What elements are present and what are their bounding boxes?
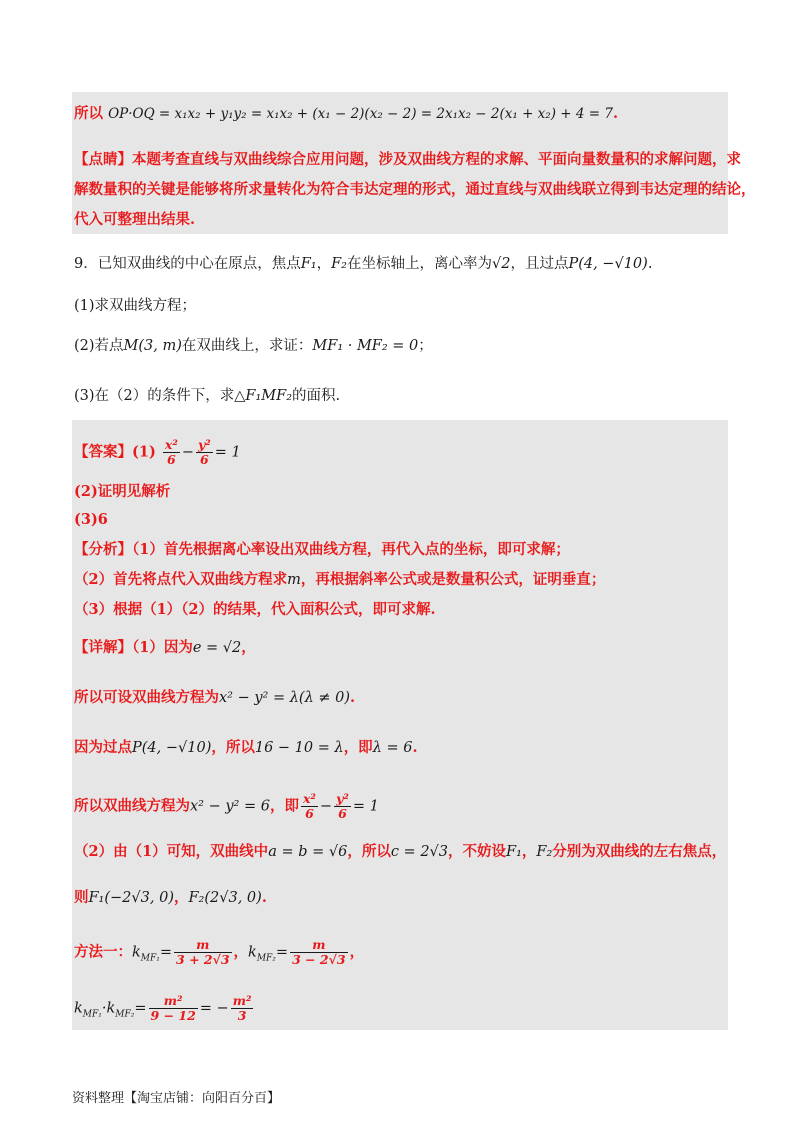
detail-line-4 bbox=[74, 792, 379, 821]
text: 所以可设双曲线方程为 bbox=[74, 689, 219, 706]
text: ， bbox=[316, 256, 332, 272]
numerator: m bbox=[174, 938, 232, 953]
math: = 1 bbox=[214, 444, 241, 461]
answer-3: (3)6 bbox=[74, 511, 108, 528]
math: k bbox=[74, 1000, 83, 1017]
fraction bbox=[290, 938, 348, 967]
text: . bbox=[647, 256, 653, 272]
answer-1 bbox=[74, 438, 241, 467]
dianjing-line-1: 【点睛】本题考查直线与双曲线综合应用问题，涉及双曲线方程的求解、平面向量数量积的求解问题，求 bbox=[74, 151, 741, 168]
fraction bbox=[163, 438, 180, 467]
text: ， bbox=[173, 889, 189, 906]
subscript: MF₁ bbox=[140, 953, 160, 964]
detail-line-3 bbox=[74, 738, 418, 758]
text: 【详解】（1）因为 bbox=[74, 639, 193, 656]
numerator: m² bbox=[232, 993, 252, 1008]
math: e = √2 bbox=[192, 640, 242, 656]
text: . bbox=[412, 739, 418, 756]
text: 在坐标轴上，离心率为 bbox=[346, 256, 492, 272]
question-1: (1)求双曲线方程； bbox=[74, 298, 197, 314]
equation: OP·OQ = x₁x₂ + y₁y₂ = x₁x₂ + (x₁ − 2)(x₂ − 2) = 2x₁x₂ − 2(x₁ + x₂) + 4 = 7 bbox=[108, 106, 613, 122]
math: x² − y² = 6 bbox=[190, 798, 270, 815]
math: = bbox=[134, 1000, 147, 1017]
analysis-line-2 bbox=[74, 570, 605, 590]
numerator: y² bbox=[336, 791, 349, 806]
text: ，所以 bbox=[211, 739, 255, 756]
math: = 1 bbox=[352, 798, 379, 815]
math: = − bbox=[199, 1000, 229, 1017]
text: . bbox=[350, 689, 356, 706]
denominator: 6 bbox=[338, 806, 347, 821]
text: 9．已知双曲线的中心在原点，焦点 bbox=[74, 256, 301, 272]
analysis-line-1: 【分析】（1）首先根据离心率设出双曲线方程，再代入点的坐标，即可求解； bbox=[74, 541, 570, 558]
text: 在双曲线上，求证： bbox=[181, 338, 313, 354]
math: △F₁MF₂ bbox=[234, 388, 293, 404]
denominator: 6 bbox=[305, 806, 314, 821]
math: = bbox=[159, 944, 173, 961]
detail-line-2 bbox=[74, 688, 355, 708]
subscript: MF₂ bbox=[256, 953, 276, 964]
fraction bbox=[149, 994, 198, 1023]
question-3 bbox=[74, 386, 340, 406]
text: ，再根据斜率公式或是数量积公式，证明垂直； bbox=[300, 571, 606, 588]
denominator: 3 − 2√3 bbox=[292, 952, 346, 967]
text: . bbox=[612, 105, 619, 122]
question-2 bbox=[74, 336, 433, 356]
problem-stem bbox=[74, 254, 652, 274]
answer-label: 【答案】(1) bbox=[74, 443, 156, 461]
math: P(4, −√10) bbox=[132, 740, 212, 756]
math: M(3, m) bbox=[123, 338, 182, 354]
dianjing-line-3: 代入可整理出结果. bbox=[74, 211, 196, 228]
text: 方法一： bbox=[74, 943, 132, 961]
text: ，所以 bbox=[347, 843, 391, 860]
numerator: m² bbox=[149, 994, 198, 1009]
denominator: 3 + 2√3 bbox=[176, 952, 230, 967]
text: 因为过点 bbox=[74, 739, 132, 756]
math: F₁(−2√3, 0) bbox=[88, 890, 174, 906]
denominator: 3 bbox=[237, 1008, 247, 1023]
text: ，不妨设 bbox=[448, 843, 507, 860]
math: F₁ bbox=[300, 256, 317, 272]
math: k bbox=[248, 944, 257, 961]
text: ，即 bbox=[343, 739, 373, 756]
detail-line-6 bbox=[74, 888, 267, 908]
math: F₁ bbox=[506, 844, 522, 860]
text: . bbox=[261, 889, 267, 906]
numerator: m bbox=[290, 938, 348, 953]
math: 16 − 10 = λ bbox=[254, 740, 344, 756]
math: x² − y² = λ(λ ≠ 0) bbox=[219, 690, 351, 706]
math: a = b = √6 bbox=[268, 844, 348, 860]
numerator: x² bbox=[302, 791, 316, 806]
text: (2)若点 bbox=[74, 338, 124, 354]
fraction bbox=[334, 792, 351, 821]
text: 所以双曲线方程为 bbox=[74, 797, 190, 815]
text: (3)在（2）的条件下，求 bbox=[74, 388, 235, 404]
math: MF₁ · MF₂ = 0 bbox=[312, 338, 419, 354]
text: ， bbox=[349, 943, 365, 961]
math: √2 bbox=[491, 256, 511, 272]
math: = bbox=[275, 944, 289, 961]
fraction bbox=[174, 938, 232, 967]
math: F₂ bbox=[331, 256, 347, 272]
numerator: x² bbox=[164, 437, 178, 452]
text: 的面积. bbox=[292, 388, 341, 404]
analysis-line-3: （3）根据（1）（2）的结果，代入面积公式，即可求解. bbox=[74, 601, 436, 618]
text: 则 bbox=[74, 889, 89, 906]
text: ， bbox=[521, 843, 537, 860]
fraction bbox=[196, 438, 213, 467]
page-footer: 资料整理【淘宝店铺：向阳百分百】 bbox=[72, 1091, 281, 1106]
fraction bbox=[231, 994, 254, 1023]
text: （2）首先将点代入双曲线方程求 bbox=[74, 571, 288, 588]
math: k bbox=[132, 944, 141, 961]
fraction bbox=[301, 792, 318, 821]
subscript: MF₂ bbox=[115, 1009, 135, 1020]
subscript: MF₁ bbox=[82, 1009, 102, 1020]
detail-line-7 bbox=[74, 938, 364, 968]
math: c = 2√3 bbox=[390, 844, 449, 860]
math: λ = 6 bbox=[372, 740, 413, 756]
math: − bbox=[319, 798, 333, 815]
text: ，即 bbox=[269, 797, 299, 815]
text: ； bbox=[418, 338, 433, 354]
text: ， bbox=[233, 943, 249, 961]
math: − bbox=[181, 444, 194, 461]
header-equation-line bbox=[74, 104, 618, 124]
numerator: y² bbox=[197, 437, 211, 452]
math: m bbox=[287, 572, 301, 588]
detail-line-5 bbox=[74, 842, 726, 862]
dianjing-line-2: 解数量积的关键是能够将所求量转化为符合韦达定理的形式，通过直线与双曲线联立得到韦达定理的结论， bbox=[74, 181, 756, 198]
denominator: 6 bbox=[166, 452, 176, 467]
math: P(4, −√10) bbox=[568, 256, 648, 272]
text: 分别为双曲线的左右焦点， bbox=[552, 843, 727, 860]
text: ， bbox=[241, 639, 256, 656]
math: · bbox=[101, 1000, 107, 1017]
denominator: 6 bbox=[199, 452, 209, 467]
math: F₂(2√3, 0) bbox=[188, 890, 262, 906]
math: k bbox=[106, 1000, 116, 1017]
text: （2）由（1）可知，双曲线中 bbox=[74, 843, 269, 860]
denominator: 9 − 12 bbox=[150, 1008, 196, 1023]
detail-line-8 bbox=[74, 994, 255, 1024]
math: F₂ bbox=[536, 844, 553, 860]
detail-line-1 bbox=[74, 638, 256, 658]
text: 所以 bbox=[74, 105, 103, 122]
text: ，且过点 bbox=[510, 256, 569, 272]
answer-2: (2)证明见解析 bbox=[74, 483, 171, 500]
